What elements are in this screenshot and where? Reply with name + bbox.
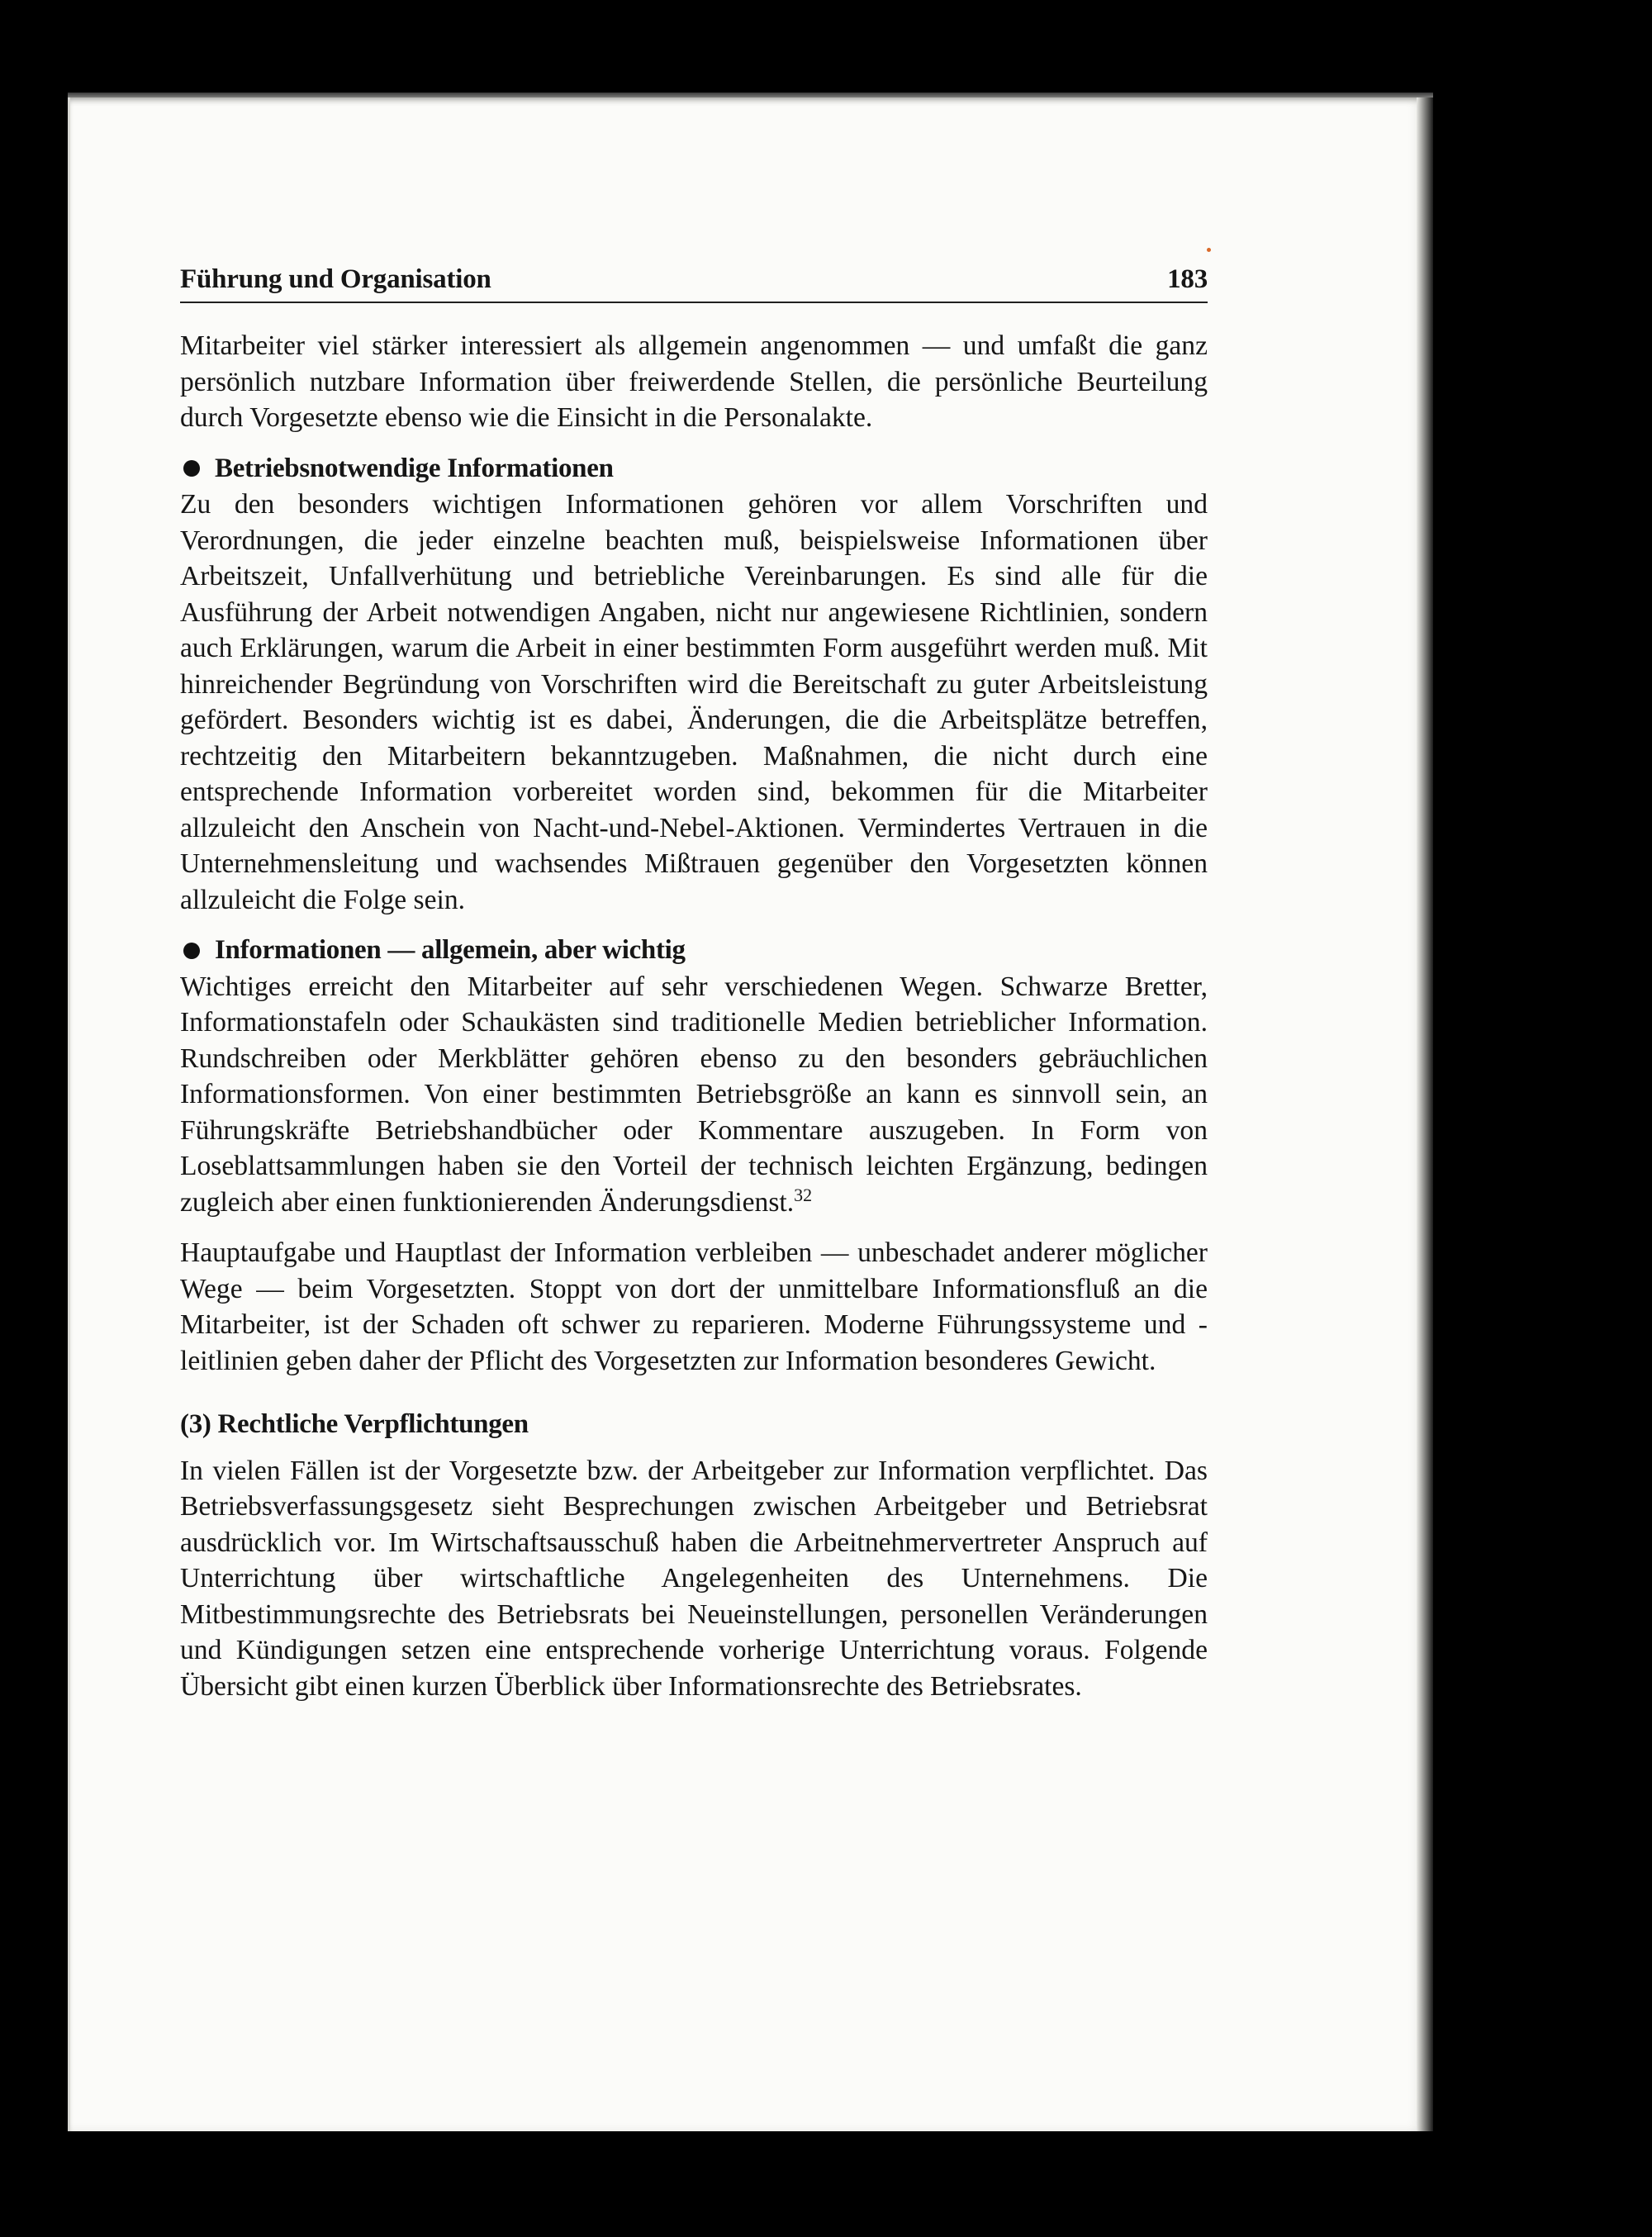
bullet-icon	[183, 943, 200, 959]
subsection-heading: (3) Rechtliche Verpflichtungen	[180, 1409, 529, 1439]
print-speck	[1207, 248, 1211, 252]
intro-paragraph: Mitarbeiter viel stärker interessiert als allgemein angenommen — und umfaßt die ganz persönlich nutzbare Information über freiwerdende Stellen, die persönliche Beurteilung durch Vorgesetzte ebenso wie die Einsicht in die Personalakte.	[180, 330, 1208, 433]
page-right-edge	[1417, 97, 1433, 2131]
closing-block	[180, 1235, 1208, 1379]
chapter-title: Führung und Organisation	[180, 264, 491, 294]
page-content	[180, 264, 1208, 1704]
closing-paragraph: Hauptaufgabe und Hauptlast der Information verbleiben — unbeschadet anderer möglicher Wege — beim Vorgesetzten. Stoppt von dort der unmittelbare Informationsfluß an die Mitarbeiter, ist der Schaden oft schwer zu reparieren. Moderne Führungssysteme und -leitlinien geben daher der Pflicht des Vorgesetzten zur Information besonderes Gewicht.	[180, 1237, 1208, 1376]
section-paragraph: Zu den besonders wichtigen Informationen gehören vor allem Vorschriften und Verordnungen, die jeder einzelne beachten muß, beispielsweise Informationen über Arbeitszeit, Unfallverhütung und betriebliche Vereinbarungen. Es sind alle für die Ausführung der Arbeit notwendigen Angaben, nicht nur angewiesene Richtlinien, sondern auch Erklärungen, warum die Arbeit in einer bestimmten Form ausgeführt werden muß. Mit hinreichender Begründung von Vorschriften wird die Bereitschaft zu guter Arbeitsleistung gefördert. Besonders wichtig ist es dabei, Änderungen, die die Arbeitsplätze betreffen, rechtzeitig den Mitarbeitern bekanntzugeben. Maßnahmen, die nicht durch eine entsprechende Information vorbereitet worden sind, bekommen für die Mitarbeiter allzuleicht den Anschein von Nacht-und-Nebel-Aktionen. Vermindertes Vertrauen in die Unternehmensleitung und wachsendes Mißtrauen gegenüber den Vorgesetzten können allzuleicht die Folge sein.	[180, 489, 1208, 915]
section-heading-text: Betriebsnotwendige Informationen	[215, 453, 614, 483]
section-allgemein-wichtig	[180, 933, 1208, 1220]
section-heading	[180, 451, 1208, 487]
bullet-icon	[183, 460, 200, 477]
section-heading-text: Informationen — allgemein, aber wichtig	[215, 935, 686, 965]
section-heading	[180, 933, 1208, 969]
section-betriebsnotwendige	[180, 451, 1208, 919]
section-paragraph	[180, 969, 1208, 1221]
section-paragraph-text: Wichtiges erreicht den Mitarbeiter auf sehr verschiedenen Wegen. Schwarze Bretter, Informationstafeln oder Schaukästen sind traditionelle Medien betrieblicher Information. Rundschreiben oder Merkblätter gehören ebenso zu den besonders gebräuchlichen Informationsformen. Von einer bestimmten Betriebsgröße an kann es sinnvoll sein, an Führungskräfte Betriebshandbücher oder Kommentare auszugeben. In Form von Loseblattsammlungen haben sie den Vorteil der technisch leichten Ergänzung, bedingen zugleich aber einen funktionierenden Änderungsdienst.	[180, 971, 1208, 1218]
page-number: 183	[1167, 264, 1208, 294]
footnote-reference[interactable]: 32	[794, 1184, 813, 1205]
subsection-paragraph: In vielen Fällen ist der Vorgesetzte bzw. der Arbeitgeber zur Information verpflichtet. Das Betriebsverfassungsgesetz sieht Besprechungen zwischen Arbeitgeber und Betriebsrat ausdrücklich vor. Im Wirtschaftsausschuß haben die Arbeitnehmervertreter Anspruch auf Unterrichtung über wirtschaftliche Angelegenheiten des Unternehmens. Die Mitbestimmungsrechte des Betriebsrats bei Neueinstellungen, personellen Veränderungen und Kündigungen setzen eine entsprechende vorherige Unterrichtung voraus. Folgende Übersicht gibt einen kurzen Überblick über Informationsrechte des Betriebsrates.	[180, 1455, 1208, 1702]
running-head	[180, 264, 1208, 303]
